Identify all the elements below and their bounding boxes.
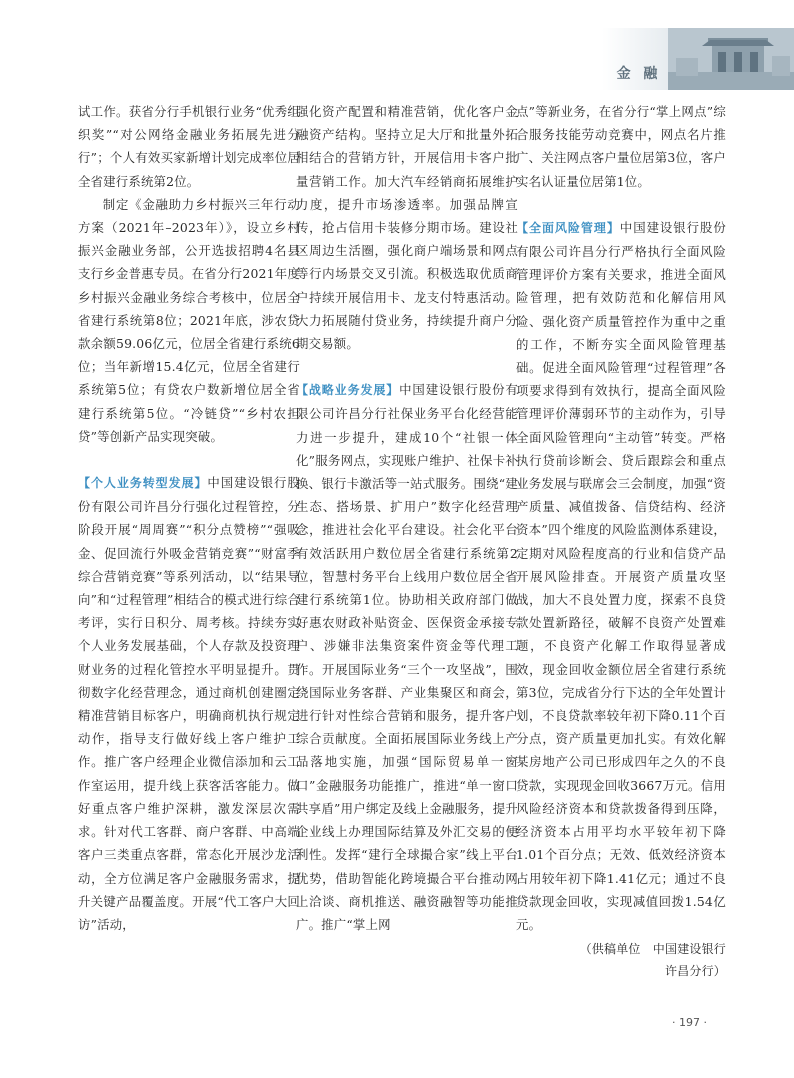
paragraph: 试工作。获省分行手机银行业务“优秀组织奖”“对公网络金融业务拓展先进分行”；个人有效买家新增计划完成率位居全省建行系统第2位。 <box>78 104 300 189</box>
paragraph <box>78 471 300 936</box>
section-heading-keyword: 【全面风险管理】 <box>516 220 620 235</box>
text-column-1 <box>78 100 300 936</box>
section-label: 金 融 <box>616 66 662 82</box>
building-illustration <box>668 28 794 90</box>
section-heading-keyword: 【个人业务转型发展】 <box>78 476 208 491</box>
paragraph-text: 中国建设银行股份有限公司许昌分行严格执行全面风险管理评价方案有关要求，推进全面风险管理，把有效防范和化解信用风险、强化资产质量管控作为重中之重的工作，不断夯实全面风险管理基础。促进全面风险管理“过程管理”各项要求得到有效执行，提高全面风险管理评价薄弱环节的主动作为，引导全面风险管理向“主动管”转变。严格执行贷前诊断会、贷后跟踪会和重点业务发展与联席会三会制度，加强“资产质量、减值拨备、信贷结构、经济资本”四个维度的风险监测体系建设，定期对风险程度高的行业和信贷产品开展风险排查。开展资产质量攻坚战，加大不良处置力度，探索不良贷款处置新路径，破解不良资产处置难题，不良资产化解工作取得显著成效，现金回收金额位居全省建行系统第3位，完成省分行下达的全年处置计划，不良贷款率较年初下降0.11个百分点，资产质量更加扎实。有效化解某房地产公司已形成四年之久的不良贷款，实现现金回收3667万元。信用风险经济资本和贷款拨备得到压降，经济资本占用平均水平较年初下降1.01个百分点；无效、低效经济资本占用较年初下降1.41亿元；通过不良贷款现金回收，实现减值回拨1.54亿元。 <box>516 219 726 932</box>
paragraph <box>516 216 726 936</box>
page-number: · 197 · <box>672 1016 707 1029</box>
paragraph-text: 中国建设银行股份有限公司许昌分行社保业务平台化经营能力进一步提升，建成10个“社银一体化”服务网点，实现账户维护、社保卡补换、银行卡激活等一站式服务。围绕“建生态、搭场景、扩用户”数字化经营理念，推进社会化平台建设。社会化平台有效活跃用户数位居全省建行系统第2位，智慧村务平台上线用户数位居全省建行系统第1位。协助相关政府部门做好惠农财政补贴资金、医保资金承接专户、涉嫌非法集资案件资金等代理工作。开展国际业务“三个一攻坚战”，围绕国际业务客群、产业集聚区和商会，进行针对性综合营销和服务，提升客户综合贡献度。全面拓展国际业务线上产品落地实施，加强“国际贸易单一窗口”金融服务功能推广，推进“单一窗口共享盾”用户绑定及线上金融服务，提升企业线上办理国际结算及外汇交易的便利性。发挥“建行全球撮合家”线上平台优势，借助智能化跨境撮合平台推动网上洽谈、商机推送、融资融智等功能推广。推广“掌上网 <box>296 382 518 932</box>
paragraph: 制定《金融助力乡村振兴三年行动方案（2021年–2023年）》，设立乡村振兴金融业务部，公开选拔招聘4名县支行乡金普惠专员。在省分行2021年度乡村振兴金融业务综合考核中，位居全省建行系统第8位；2021年底，涉农贷款余额59.06亿元，位居全省建行系统6位；当年新增15.4亿元，位居全省建行系统第5位；有贷农户数新增位居全省建行系统第5位。“冷链贷”“乡村农担贷”等创新产品实现突破。 <box>78 196 300 444</box>
paragraph <box>296 378 518 936</box>
paragraph: 强化资产配置和精准营销，优化客户金融资产结构。坚持立足大厅和批量外拓相结合的营销方针，开展信用卡客户批量营销工作。加大汽车经销商拓展维护力度，提升市场渗透率。加强品牌宣传，抢占信用卡装修分期市场。建设社区周边生活圈，强化商户端场景和网点等行内场景交叉引流。积极选取优质商户持续开展信用卡、龙支付特惠活动。大力拓展随付贷业务，持续提升商户分期交易额。 <box>296 104 518 352</box>
text-column-3 <box>516 100 726 982</box>
paragraph-text: 中国建设银行股份有限公司许昌分行强化过程管控，分阶段开展“周周赛”“积分点赞榜”“强吸金、促回流行外吸金营销竞赛”“财富季综合营销竞赛”等系列活动，以“结果导向”和“过程管理”相结合的模式进行综合考评，实行日积分、周考核。持续夯实个人业务发展基础，个人存款及投资理财业务的过程化管控水平明显提升。贯彻数字化经营理念，通过商机创建圈定精准营销目标客户，明确商机执行规定动作，指导支行做好线上客户维护工作。推广客户经理企业微信添加和云工作室运用，提升线上获客活客能力。做好重点客户维护深耕，激发深层次需求。针对代工客群、商户客群、中高端客户三类重点客群，常态化开展沙龙活动，全方位满足客户金融服务需求，提升关键产品覆盖度。开展“代工客户大回访”活动， <box>78 475 300 932</box>
contributor-signoff <box>516 938 726 982</box>
section-heading-keyword: 【战略业务发展】 <box>296 383 400 398</box>
text-column-2 <box>296 100 518 936</box>
paragraph: 点”等新业务，在省分行“掌上网点”综合服务技能劳动竞赛中，网点名片推广、关注网点客户量位居第3位，客户实名认证量位居第1位。 <box>516 104 726 189</box>
signoff-line: 许昌分行） <box>664 964 726 979</box>
signoff-line: （供稿单位 中国建设银行 <box>579 942 726 957</box>
